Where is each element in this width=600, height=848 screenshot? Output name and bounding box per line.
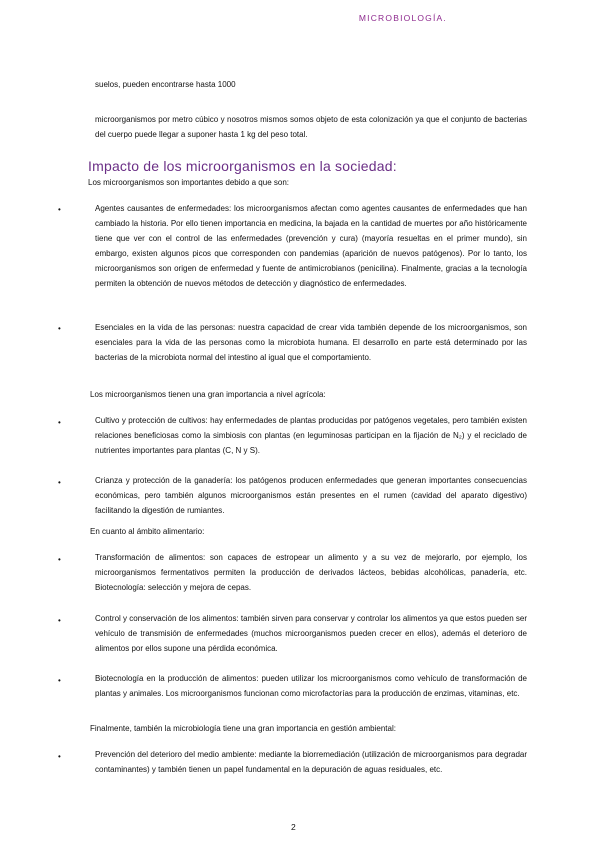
bullet-esenciales: Esenciales en la vida de las personas: nuestra capacidad de crear vida también depende de los microorganismos, son esenciales para la vida de las personas como la microbiota humana. El desarrollo en parte está determinado por las bacterias de la microbiota normal del intestino al igual que el comportamiento. [95,323,527,362]
bullet-marker: • [58,418,61,427]
bullet-marker: • [58,324,61,333]
bullet-marker: • [58,676,61,685]
bullet-marker: • [58,616,61,625]
env-intro: Finalmente, también la microbiología tiene una gran importancia en gestión ambiental: [90,724,396,733]
bullet-prevencion: Prevención del deterioro del medio ambiente: mediante la biorremediación (utilización de microorganismos para degradar contaminantes) y también tienen un papel fundamental en la depuración de aguas residuales, etc. [95,750,527,774]
bullet-marker: • [58,205,61,214]
intro-paragraph: microorganismos por metro cúbico y nosotros mismos somos objeto de esta colonización ya que el conjunto de bacterias del cuerpo puede llegar a suponer hasta 1 kg del peso total. [95,115,527,139]
bullet-marker: • [58,752,61,761]
section-lead: Los microorganismos son importantes debido a que son: [88,178,289,187]
bullet-marker: • [58,478,61,487]
bullet-cultivo: Cultivo y protección de cultivos: hay enfermedades de plantas producidas por patógenos vegetales, pero también existen relaciones beneficiosas como la simbiosis con plantas (en leguminosas participan en la fijación de N₂) y el reciclado de nutrientes importantes para plantas (C, N y S). [95,416,527,455]
page-number: 2 [291,822,296,832]
bullet-transformacion: Transformación de alimentos: son capaces de estropear un alimento y a su vez de mejorarlo, por ejemplo, los microorganismos fermentativos permiten la producción de derivados lácteos, bebidas alcohólicas, panadería, etc. Biotecnología: selección y mejora de cepas. [95,553,527,592]
bullet-control: Control y conservación de los alimentos: también sirven para conservar y controlar los alimentos ya que estos pueden ser vehículo de transmisión de enfermedades (muchos microorganismos pueden crecer en ellos), además el deterioro de alimentos por ellos supone una pérdida económica. [95,614,527,653]
bullet-marker: • [58,555,61,564]
running-header: MICROBIOLOGÍA. [358,13,447,23]
bullet-biotecnologia: Biotecnología en la producción de alimentos: pueden utilizar los microorganismos como vehículo de transformación de plantas y animales. Los microorganismos funcionan como microfactorías para la producción de enzimas, vitaminas, etc. [95,674,527,698]
bullet-agentes: Agentes causantes de enfermedades: los microorganismos afectan como agentes causantes de enfermedades que han cambiado la historia. Por ello tienen importancia en medicina, la bajada en la cantidad de muertes por año históricamente tiene que ver con el control de las enfermedades (prevención y cura) (mayoría resueltas en el primer mundo), sin embargo, existen algunos picos que corresponden con pandemias (aparición de nuevos patógenos). Por lo tanto, los microorganismos son origen de enfermedad y fuente de antimicrobianos (penicilina). Finalmente, gracias a la tecnología permiten la obtención de nuevos métodos de detección y diagnóstico de enfermedades. [95,204,527,288]
agri-intro: Los microorganismos tienen una gran importancia a nivel agrícola: [90,390,326,399]
intro-line: suelos, pueden encontrarse hasta 1000 [95,80,236,89]
food-intro: En cuanto al ámbito alimentario: [90,527,205,536]
bullet-crianza: Crianza y protección de la ganadería: los patógenos producen enfermedades que generan importantes consecuencias económicas, pero también algunos microorganismos están presentes en el rumen (cavidad del aparato digestivo) facilitando la digestión de rumiantes. [95,476,527,515]
section-title: Impacto de los microorganismos en la sociedad: [88,158,397,174]
